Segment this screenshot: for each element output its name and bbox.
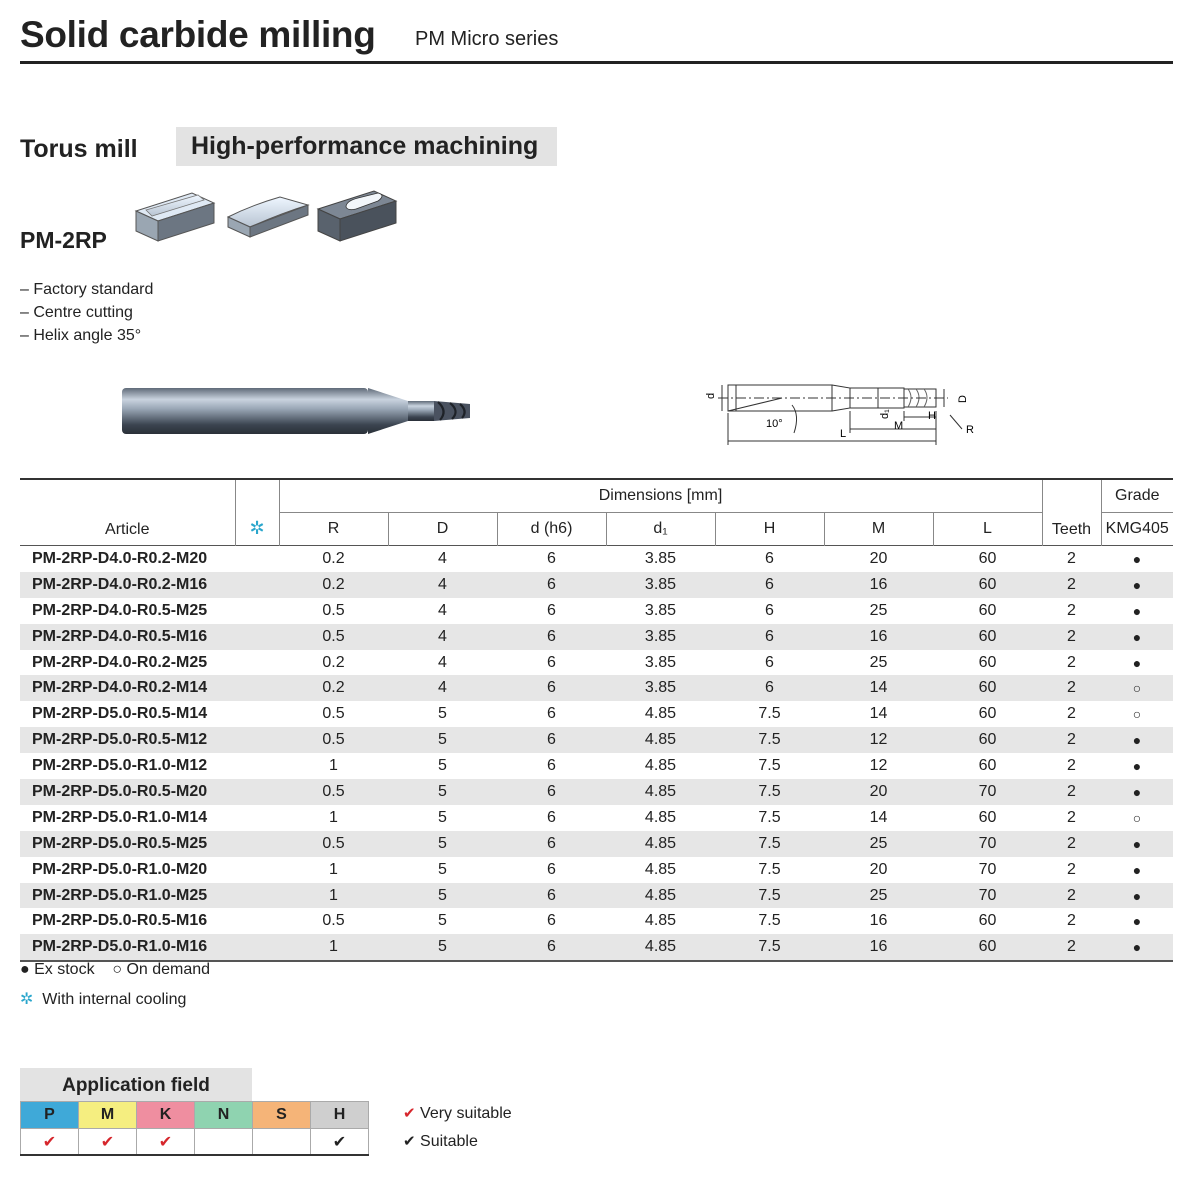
grade-cell: ● <box>1132 654 1142 671</box>
cooling-icon: ✲ <box>235 479 279 546</box>
H-cell: 6 <box>765 601 774 619</box>
dim-label-M: M <box>894 420 904 432</box>
article-cell: PM-2RP-D4.0-R0.5-M25 <box>32 601 208 619</box>
teeth-cell: 2 <box>1067 912 1076 930</box>
col-header-dimensions: Dimensions [mm] <box>279 479 1042 513</box>
D-cell: 4 <box>438 549 447 567</box>
M-cell: 14 <box>869 808 888 826</box>
L-cell: 60 <box>978 705 997 723</box>
d1-cell: 3.85 <box>606 675 715 701</box>
teeth-cell: 2 <box>1067 808 1076 826</box>
d1-cell: 4.85 <box>644 705 677 723</box>
d-cell: 6 <box>497 675 606 701</box>
cooling-cell <box>235 598 279 624</box>
d1-cell: 4.85 <box>606 779 715 805</box>
D-cell: 5 <box>388 831 497 857</box>
cooling-cell <box>235 701 279 727</box>
D-cell: 4 <box>388 572 497 598</box>
table-row <box>20 546 1173 572</box>
L-cell: 60 <box>978 912 997 930</box>
D-cell: 5 <box>438 757 447 775</box>
grade-cell: ○ <box>1132 809 1142 826</box>
material-group-n: N <box>195 1102 253 1129</box>
cooling-cell <box>235 857 279 883</box>
d1-cell: 4.85 <box>606 934 715 961</box>
grade-cell: ● <box>1101 779 1173 805</box>
check-red-icon: ✔ <box>79 1129 137 1156</box>
L-cell: 60 <box>933 934 1042 961</box>
grade-cell: ● <box>1101 572 1173 598</box>
H-cell: 6 <box>765 653 774 671</box>
profile-shape-icon <box>228 197 308 237</box>
dim-label-D: D <box>957 395 969 403</box>
R-cell: 0.2 <box>279 572 388 598</box>
series-subtitle: PM Micro series <box>415 28 559 50</box>
table-row <box>20 831 1173 857</box>
col-header-d1: d₁ <box>606 513 715 546</box>
check-red-icon: ✔ <box>403 1105 416 1122</box>
cooling-cell <box>235 624 279 650</box>
d-cell: 6 <box>547 705 556 723</box>
cooling-cell <box>235 934 279 961</box>
suitable-label: Suitable <box>420 1133 478 1150</box>
M-cell: 25 <box>824 883 933 909</box>
grade-cell: ● <box>1101 624 1173 650</box>
teeth-cell: 2 <box>1042 675 1101 701</box>
table-row <box>20 753 1173 779</box>
dim-label-d1: d₁ <box>879 409 891 419</box>
teeth-cell: 2 <box>1042 831 1101 857</box>
stock-legend <box>20 961 210 979</box>
d1-cell: 3.85 <box>606 624 715 650</box>
material-group-m: M <box>79 1102 137 1129</box>
H-cell: 6 <box>715 675 824 701</box>
grade-cell: ● <box>1132 602 1142 619</box>
d-cell: 6 <box>547 808 556 826</box>
tool-photo-image <box>118 382 474 440</box>
tool-type-heading: Torus mill <box>20 135 138 163</box>
article-cell: PM-2RP-D4.0-R0.2-M25 <box>32 653 208 671</box>
dim-label-d: d <box>705 392 717 399</box>
cooling-cell <box>235 831 279 857</box>
H-cell: 7.5 <box>715 779 824 805</box>
R-cell: 0.5 <box>279 831 388 857</box>
col-header-D: D <box>388 513 497 546</box>
grade-cell: ● <box>1132 550 1142 567</box>
feature-item: – Helix angle 35° <box>20 327 142 344</box>
teeth-cell: 2 <box>1042 934 1101 961</box>
d-cell: 6 <box>497 883 606 909</box>
cooling-cell <box>235 546 279 572</box>
L-cell: 60 <box>978 808 997 826</box>
teeth-cell: 2 <box>1067 757 1076 775</box>
slot-shape-icon <box>136 193 214 241</box>
R-cell: 0.5 <box>322 705 345 723</box>
R-cell: 0.2 <box>322 653 345 671</box>
grade-cell: ● <box>1132 913 1142 930</box>
M-cell: 25 <box>869 653 888 671</box>
d1-cell: 3.85 <box>606 572 715 598</box>
L-cell: 70 <box>933 883 1042 909</box>
col-header-grade-name: KMG405 <box>1101 513 1173 546</box>
product-model: PM-2RP <box>20 227 107 253</box>
d-cell: 6 <box>497 727 606 753</box>
H-cell: 7.5 <box>715 934 824 961</box>
check-red-icon: ✔ <box>21 1129 79 1156</box>
d-cell: 6 <box>547 653 556 671</box>
d-cell: 6 <box>547 601 556 619</box>
H-cell: 6 <box>765 549 774 567</box>
teeth-cell: 2 <box>1067 549 1076 567</box>
grade-cell: ● <box>1101 727 1173 753</box>
M-cell: 12 <box>824 727 933 753</box>
L-cell: 60 <box>978 653 997 671</box>
H-cell: 6 <box>715 572 824 598</box>
table-row <box>20 857 1173 883</box>
H-cell: 7.5 <box>758 912 781 930</box>
article-cell: PM-2RP-D5.0-R0.5-M20 <box>20 779 235 805</box>
H-cell: 7.5 <box>758 757 781 775</box>
R-cell: 0.5 <box>279 727 388 753</box>
D-cell: 5 <box>388 727 497 753</box>
R-cell: 0.5 <box>279 624 388 650</box>
L-cell: 60 <box>978 757 997 775</box>
D-cell: 5 <box>388 934 497 961</box>
d-cell: 6 <box>547 549 556 567</box>
article-cell: PM-2RP-D5.0-R1.0-M14 <box>32 808 208 826</box>
material-group-k: K <box>137 1102 195 1129</box>
material-group-h: H <box>311 1102 369 1129</box>
table-row <box>20 727 1173 753</box>
L-cell: 60 <box>933 727 1042 753</box>
grade-cell: ● <box>1132 758 1142 775</box>
L-cell: 70 <box>933 831 1042 857</box>
col-header-grade: Grade <box>1101 479 1173 513</box>
on-demand-legend: ○ On demand <box>112 961 211 978</box>
grade-cell: ● <box>1132 861 1142 878</box>
cooling-legend-icon: ✲ <box>20 991 34 1008</box>
H-cell: 7.5 <box>715 727 824 753</box>
grade-cell: ● <box>1101 883 1173 909</box>
M-cell: 16 <box>869 912 888 930</box>
table-row <box>20 675 1173 701</box>
M-cell: 16 <box>824 572 933 598</box>
L-cell: 60 <box>978 601 997 619</box>
very-suitable-label: Very suitable <box>420 1105 512 1122</box>
teeth-cell: 2 <box>1067 601 1076 619</box>
article-cell: PM-2RP-D4.0-R0.2-M14 <box>20 675 235 701</box>
empty-suitability-cell <box>253 1129 311 1156</box>
R-cell: 1 <box>329 860 338 878</box>
table-row <box>20 572 1173 598</box>
teeth-cell: 2 <box>1067 860 1076 878</box>
R-cell: 0.5 <box>322 912 345 930</box>
table-row <box>20 934 1173 961</box>
d1-cell: 4.85 <box>644 757 677 775</box>
M-cell: 16 <box>824 934 933 961</box>
H-cell: 6 <box>715 624 824 650</box>
grade-cell: ● <box>1101 831 1173 857</box>
table-row <box>20 701 1173 727</box>
cooling-cell <box>235 572 279 598</box>
D-cell: 4 <box>438 653 447 671</box>
d-cell: 6 <box>497 572 606 598</box>
article-cell: PM-2RP-D4.0-R0.2-M16 <box>20 572 235 598</box>
suitable-key <box>403 1132 478 1151</box>
d1-cell: 4.85 <box>606 883 715 909</box>
d-cell: 6 <box>497 779 606 805</box>
D-cell: 5 <box>438 808 447 826</box>
H-cell: 7.5 <box>758 860 781 878</box>
L-cell: 60 <box>978 549 997 567</box>
check-black-icon: ✔ <box>311 1129 369 1156</box>
grade-cell: ○ <box>1101 675 1173 701</box>
M-cell: 20 <box>869 549 888 567</box>
page-title: Solid carbide milling <box>20 14 376 55</box>
d-cell: 6 <box>547 757 556 775</box>
feature-list <box>20 278 153 347</box>
M-cell: 14 <box>824 675 933 701</box>
table-row <box>20 598 1173 624</box>
teeth-cell: 2 <box>1067 705 1076 723</box>
D-cell: 5 <box>388 883 497 909</box>
article-cell: PM-2RP-D5.0-R1.0-M20 <box>32 860 208 878</box>
workpiece-shapes-icon <box>132 183 402 253</box>
article-cell: PM-2RP-D5.0-R0.5-M25 <box>20 831 235 857</box>
ex-stock-legend: ● Ex stock <box>20 961 95 978</box>
cooling-legend-text: With internal cooling <box>42 991 187 1008</box>
very-suitable-key <box>403 1104 512 1123</box>
teeth-cell: 2 <box>1042 727 1101 753</box>
D-cell: 4 <box>388 624 497 650</box>
M-cell: 25 <box>869 601 888 619</box>
check-red-icon: ✔ <box>137 1129 195 1156</box>
d-cell: 6 <box>497 624 606 650</box>
L-cell: 60 <box>933 572 1042 598</box>
col-header-M: M <box>824 513 933 546</box>
feature-item: – Centre cutting <box>20 304 133 321</box>
H-cell: 7.5 <box>715 883 824 909</box>
d1-cell: 3.85 <box>644 653 677 671</box>
grade-cell: ● <box>1101 934 1173 961</box>
d1-cell: 4.85 <box>644 808 677 826</box>
cooling-cell <box>235 883 279 909</box>
article-cell: PM-2RP-D5.0-R0.5-M14 <box>32 705 208 723</box>
check-black-icon: ✔ <box>403 1133 416 1150</box>
cooling-cell <box>235 779 279 805</box>
d1-cell: 4.85 <box>644 912 677 930</box>
D-cell: 5 <box>438 705 447 723</box>
H-cell: 7.5 <box>758 705 781 723</box>
L-cell: 70 <box>933 779 1042 805</box>
R-cell: 0.2 <box>279 675 388 701</box>
R-cell: 0.2 <box>322 549 345 567</box>
L-cell: 70 <box>978 860 997 878</box>
page-header <box>20 10 1173 64</box>
L-cell: 60 <box>933 624 1042 650</box>
cooling-cell <box>235 650 279 676</box>
col-header-L: L <box>933 513 1042 546</box>
material-group-p: P <box>21 1102 79 1129</box>
dim-label-R: R <box>966 424 974 436</box>
D-cell: 4 <box>438 601 447 619</box>
article-cell: PM-2RP-D4.0-R0.5-M16 <box>20 624 235 650</box>
table-row <box>20 805 1173 831</box>
teeth-cell: 2 <box>1042 572 1101 598</box>
teeth-cell: 2 <box>1042 883 1101 909</box>
M-cell: 20 <box>824 779 933 805</box>
empty-suitability-cell <box>195 1129 253 1156</box>
R-cell: 1 <box>279 934 388 961</box>
article-table <box>20 478 1173 962</box>
cooling-cell <box>235 727 279 753</box>
teeth-cell: 2 <box>1042 624 1101 650</box>
M-cell: 16 <box>824 624 933 650</box>
cooling-cell <box>235 805 279 831</box>
col-header-d-h6: d (h6) <box>497 513 606 546</box>
L-cell: 60 <box>933 675 1042 701</box>
table-row <box>20 779 1173 805</box>
d-cell: 6 <box>547 860 556 878</box>
R-cell: 0.5 <box>322 601 345 619</box>
teeth-cell: 2 <box>1042 779 1101 805</box>
col-header-article: Article <box>105 521 150 538</box>
M-cell: 12 <box>869 757 888 775</box>
d1-cell: 4.85 <box>644 860 677 878</box>
M-cell: 25 <box>824 831 933 857</box>
article-cell: PM-2RP-D5.0-R0.5-M12 <box>20 727 235 753</box>
pocket-shape-icon <box>318 191 396 241</box>
col-header-R: R <box>279 513 388 546</box>
dim-label-H: H <box>928 410 936 422</box>
table-row <box>20 883 1173 909</box>
article-cell: PM-2RP-D5.0-R1.0-M16 <box>20 934 235 961</box>
D-cell: 5 <box>438 912 447 930</box>
D-cell: 5 <box>388 779 497 805</box>
cooling-cell <box>235 753 279 779</box>
dim-label-L: L <box>840 428 847 440</box>
M-cell: 20 <box>869 860 888 878</box>
d-cell: 6 <box>497 831 606 857</box>
R-cell: 1 <box>329 757 338 775</box>
D-cell: 4 <box>388 675 497 701</box>
teeth-cell: 2 <box>1067 653 1076 671</box>
application-banner: High-performance machining <box>176 127 557 166</box>
article-cell: PM-2RP-D5.0-R1.0-M12 <box>32 757 208 775</box>
H-cell: 7.5 <box>715 831 824 857</box>
grade-cell: ○ <box>1132 706 1142 723</box>
d1-cell: 4.85 <box>606 727 715 753</box>
table-row <box>20 908 1173 934</box>
d1-cell: 3.85 <box>644 601 677 619</box>
cooling-cell <box>235 908 279 934</box>
cooling-cell <box>235 675 279 701</box>
H-cell: 7.5 <box>758 808 781 826</box>
d-cell: 6 <box>497 934 606 961</box>
col-header-teeth: Teeth <box>1042 479 1101 546</box>
feature-item: – Factory standard <box>20 281 154 298</box>
application-field-table <box>20 1101 369 1156</box>
d1-cell: 3.85 <box>644 549 677 567</box>
dim-label-angle: 10° <box>766 418 783 430</box>
table-row <box>20 650 1173 676</box>
material-group-s: S <box>253 1102 311 1129</box>
R-cell: 1 <box>279 883 388 909</box>
application-field-title: Application field <box>20 1068 252 1101</box>
M-cell: 14 <box>869 705 888 723</box>
col-header-H: H <box>715 513 824 546</box>
D-cell: 5 <box>438 860 447 878</box>
table-row <box>20 624 1173 650</box>
d-cell: 6 <box>547 912 556 930</box>
cooling-legend <box>20 989 186 1009</box>
article-cell: PM-2RP-D5.0-R0.5-M16 <box>32 912 208 930</box>
R-cell: 0.5 <box>279 779 388 805</box>
R-cell: 1 <box>329 808 338 826</box>
article-cell: PM-2RP-D5.0-R1.0-M25 <box>20 883 235 909</box>
article-cell: PM-2RP-D4.0-R0.2-M20 <box>32 549 208 567</box>
tool-dimension-drawing <box>700 375 985 450</box>
d1-cell: 4.85 <box>606 831 715 857</box>
